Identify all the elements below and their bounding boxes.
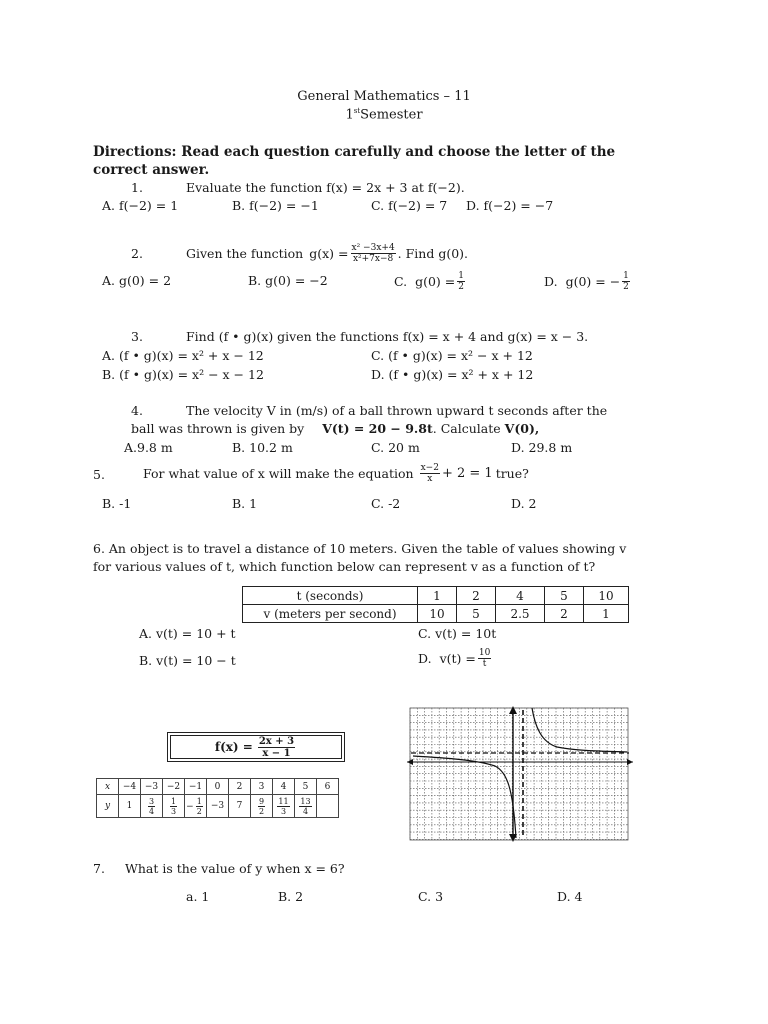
q4-velocity-at-zero: V(0), <box>504 421 540 436</box>
q6-choice-d-denominator: t <box>482 658 487 669</box>
table-cell: 2.5 <box>496 605 545 623</box>
q2-choice-d-value: g(0) = − <box>565 273 621 289</box>
table-cell: 0 <box>207 779 229 795</box>
q6-choice-c[interactable]: C. v(t) = 10t <box>418 626 497 641</box>
fraction-numerator: 13 <box>300 796 311 806</box>
table-cell: −3 <box>207 795 229 818</box>
fraction-numerator: 1 <box>170 796 177 806</box>
q4-choice-c[interactable]: C. 20 m <box>371 440 420 455</box>
table-cell <box>141 795 163 818</box>
table-cell: 6 <box>317 779 339 795</box>
q5-choice-3[interactable]: C. -2 <box>371 496 401 511</box>
q7-number: 7. <box>93 861 105 876</box>
fraction-numerator: 1 <box>196 796 202 806</box>
q2-prefix: Given the function <box>186 245 304 261</box>
fraction-sign: − <box>186 801 194 812</box>
q2-choice-d-numerator: 1 <box>623 270 629 281</box>
fraction <box>170 797 177 816</box>
q4-velocity-equation: V(t) = 20 − 9.8t <box>322 421 433 436</box>
q7-choice-d[interactable]: D. 4 <box>557 889 583 904</box>
q5-prefix: For what value of x will make the equation <box>143 465 414 481</box>
table-cell <box>317 795 339 818</box>
table-cell: v (meters per second) <box>243 605 418 623</box>
table-cell: 1 <box>584 605 629 623</box>
table-row <box>97 779 339 795</box>
fraction <box>277 797 289 816</box>
table-cell: 2 <box>457 587 496 605</box>
q2-choice-c-numerator: 1 <box>458 270 464 281</box>
q6-choice-d-letter: D. <box>418 650 432 666</box>
fraction-denominator: 4 <box>148 806 155 816</box>
q5-suffix: true? <box>495 465 529 481</box>
q2-choice-b[interactable]: B. g(0) = −2 <box>248 273 328 288</box>
table-cell <box>273 795 295 818</box>
function-box-inner <box>170 735 342 759</box>
graph-border <box>410 708 628 840</box>
semester-number: 1 <box>345 107 354 123</box>
q4-choice-a[interactable]: A.9.8 m <box>124 440 173 455</box>
q5-choice-1[interactable]: B. -1 <box>102 496 132 511</box>
table-cell: y <box>97 795 119 818</box>
q6-choice-a[interactable]: A. v(t) = 10 + t <box>139 626 236 641</box>
q6-line1: 6. An object is to travel a distance of 10 meters. Given the table of values showing v <box>93 541 627 556</box>
curve-left-branch <box>413 756 516 838</box>
q6-choice-d-numerator: 10 <box>478 647 491 658</box>
table-row <box>243 587 629 605</box>
q2-choice-c-letter: C. <box>394 273 408 289</box>
fraction-numerator: 9 <box>258 796 265 806</box>
q2-choice-c[interactable] <box>394 266 467 296</box>
q5-choice-4[interactable]: D. 2 <box>511 496 537 511</box>
table-cell <box>185 795 207 818</box>
function-fraction <box>258 736 295 759</box>
table-cell: −1 <box>185 779 207 795</box>
q6-line2: for various values of t, which function below can represent v as a function of t? <box>93 559 596 574</box>
q2-choice-c-fraction <box>457 271 465 292</box>
q2-func-lhs: g(x) = <box>309 245 349 261</box>
table-cell <box>295 795 317 818</box>
q3-number: 3. <box>131 329 143 344</box>
function-denominator: x − 1 <box>262 747 291 759</box>
table-cell <box>251 795 273 818</box>
q2-number: 2. <box>131 246 143 261</box>
q3-text: Find (f • g)(x) given the functions f(x) = x + 4 and g(x) = x − 3. <box>186 329 589 344</box>
table-cell: 5 <box>545 587 584 605</box>
q4-line2-calc: . Calculate <box>432 421 501 436</box>
fraction <box>196 797 203 816</box>
q2-func-denominator: x²+7x−8 <box>352 253 394 264</box>
function-lhs: f(x) = <box>214 740 253 754</box>
table-cell: 2 <box>229 779 251 795</box>
table-cell: 4 <box>273 779 295 795</box>
q1-text: Evaluate the function f(x) = 2x + 3 at f(−2). <box>186 180 465 195</box>
q6-choice-b[interactable]: B. v(t) = 10 − t <box>139 653 236 668</box>
table-cell: 4 <box>496 587 545 605</box>
q7-text: What is the value of y when x = 6? <box>125 861 345 876</box>
fraction-denominator: 3 <box>170 806 177 816</box>
q4-number: 4. <box>131 403 143 418</box>
table-cell: 5 <box>295 779 317 795</box>
xy-values-table <box>96 778 339 818</box>
table-cell: 3 <box>251 779 273 795</box>
table-cell: t (seconds) <box>243 587 418 605</box>
semester-word: Semester <box>360 107 423 123</box>
q3-choice-c[interactable]: C. (f • g)(x) = x² − x + 12 <box>371 348 533 363</box>
q5-fraction <box>420 463 440 484</box>
q2-choice-a[interactable]: A. g(0) = 2 <box>102 273 172 288</box>
q2-choice-d-fraction <box>622 271 630 292</box>
q5-numerator: x−2 <box>420 462 439 473</box>
table-cell: 7 <box>229 795 251 818</box>
q6-choice-d-fraction <box>478 648 491 669</box>
q3-choice-b[interactable]: B. (f • g)(x) = x² − x − 12 <box>102 367 264 382</box>
fraction-numerator: 3 <box>148 796 155 806</box>
q2-func-fraction <box>351 243 396 264</box>
q2-choice-c-value: g(0) = <box>415 273 456 289</box>
q4-choice-d[interactable]: D. 29.8 m <box>511 440 573 455</box>
q2-func-numerator: x² −3x+4 <box>351 242 395 253</box>
table-cell: 2 <box>545 605 584 623</box>
q5-text <box>143 457 529 489</box>
q2-choice-d-letter: D. <box>544 273 558 289</box>
table-cell: 1 <box>418 587 457 605</box>
table-cell: −4 <box>119 779 141 795</box>
q1-number: 1. <box>131 180 143 195</box>
fraction <box>258 797 265 816</box>
q5-choice-2[interactable]: B. 1 <box>232 496 258 511</box>
fraction-denominator: 4 <box>302 806 309 816</box>
directions: Directions: Read each question carefully and choose the letter of the correct answer. <box>93 144 616 178</box>
function-numerator: 2x + 3 <box>258 735 295 747</box>
fraction <box>148 797 155 816</box>
q1-choice-d[interactable]: D. f(−2) = −7 <box>466 198 554 213</box>
q6-values-table <box>242 586 629 623</box>
fraction-denominator: 2 <box>258 806 265 816</box>
document-title: General Mathematics – 11 <box>297 89 471 104</box>
y-axis-up-arrow-icon <box>509 706 517 714</box>
semester-line <box>0 107 768 122</box>
q4-line2-prefix: ball was thrown is given by <box>131 421 305 436</box>
fraction-denominator: 3 <box>280 806 287 816</box>
q4-line1: The velocity V in (m/s) of a ball thrown upward t seconds after the <box>186 403 608 418</box>
q4-line2 <box>131 421 539 436</box>
table-row <box>97 795 339 818</box>
table-cell: −2 <box>163 779 185 795</box>
q2-text <box>186 238 468 268</box>
q7-choice-c[interactable]: C. 3 <box>418 889 444 904</box>
q5-denominator: x <box>427 473 433 484</box>
table-row <box>243 605 629 623</box>
q1-choice-c[interactable]: C. f(−2) = 7 <box>371 198 448 213</box>
table-cell: x <box>97 779 119 795</box>
q3-choice-d[interactable]: D. (f • g)(x) = x² + x + 12 <box>371 367 534 382</box>
q6-choice-d-value: v(t) = <box>439 650 476 666</box>
q2-choice-d-denominator: 2 <box>623 281 629 292</box>
q2-choice-d[interactable] <box>544 266 632 296</box>
fraction-denominator: 2 <box>196 806 202 816</box>
q1-choice-a[interactable]: A. f(−2) = 1 <box>102 198 179 213</box>
q1-choice-b[interactable]: B. f(−2) = −1 <box>232 198 319 213</box>
q7-choice-b[interactable]: B. 2 <box>278 889 304 904</box>
q4-choice-b[interactable]: B. 10.2 m <box>232 440 293 455</box>
q2-choice-c-denominator: 2 <box>458 281 464 292</box>
function-box <box>167 732 345 762</box>
fraction <box>299 797 311 816</box>
table-cell <box>163 795 185 818</box>
table-cell: −3 <box>141 779 163 795</box>
q6-choice-d[interactable] <box>418 642 493 674</box>
table-cell: 1 <box>119 795 141 818</box>
rational-function-graph <box>407 706 633 842</box>
semester-suffix: st <box>353 107 361 115</box>
table-cell: 10 <box>584 587 629 605</box>
table-cell: 5 <box>457 605 496 623</box>
q5-equation-rest: + 2 = 1 <box>441 465 493 481</box>
q2-suffix: . Find g(0). <box>397 245 468 261</box>
q7-choice-a[interactable]: a. 1 <box>186 889 210 904</box>
table-cell: 10 <box>418 605 457 623</box>
fraction-numerator: 11 <box>278 796 289 806</box>
q3-choice-a[interactable]: A. (f • g)(x) = x² + x − 12 <box>102 348 264 363</box>
x-axis-right-arrow-icon <box>627 759 633 765</box>
q5-number: 5. <box>93 467 105 482</box>
